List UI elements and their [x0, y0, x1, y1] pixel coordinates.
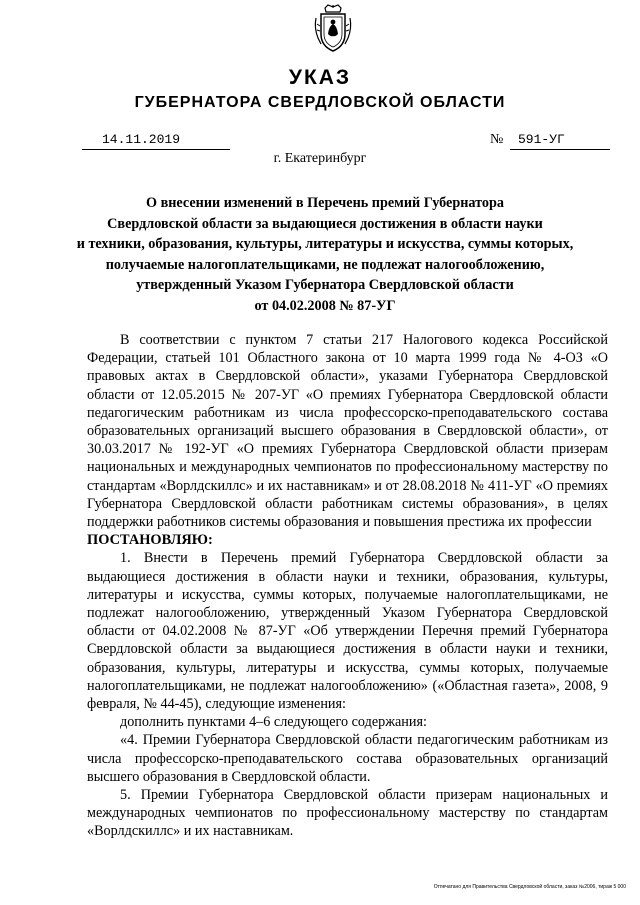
decree-keyword: ПОСТАНОВЛЯЮ: — [87, 532, 213, 549]
decree-number-field — [490, 132, 610, 150]
decree-date-field — [82, 132, 230, 150]
heading-line: Свердловской области за выдающиеся достижения в области науки — [107, 215, 543, 232]
item-1-paragraph: 1. Внести в Перечень премий Губернатора Свердловской области за выдающиеся достижения в области науки и техники, образования, культуры, литературы и искусства, суммы которых, получаемые налогоплательщиками, не подлежат налогообложению, утвержденный Указом Губернатора Свердловской области от 04.02.2008 № 87-УГ «Об утверждении Перечня премий Губернатора Свердловской области за выдающиеся достижения в области науки и техники, образования, культуры, литературы и искусства, суммы которых, получаемые налогоплательщиками, не подлежат налогообложению» («Областная газета», 2008, 9 февраля, № 44-45), следующие изменения: — [87, 550, 608, 713]
heading-line: утвержденный Указом Губернатора Свердловской области — [136, 277, 514, 293]
sverdlovsk-coat-of-arms-icon — [313, 4, 353, 54]
print-note: Отпечатано для Правительства Свердловской области, заказ №2006, тираж 5 000 — [433, 884, 626, 890]
heading-line: от 04.02.2008 № 87-УГ — [254, 297, 396, 314]
decree-heading — [60, 193, 590, 316]
decree-body — [87, 331, 608, 841]
date-underline — [82, 149, 230, 150]
preamble-paragraph: В соответствии с пунктом 7 статьи 217 Налогового кодекса Российской Федерации, статьей 101 Областного закона от 10 марта 1999 года № 4-ОЗ «О правовых актах в Свердловской области», указами Губернатора Свердловской области от 12.05.2015 № 207-УГ «О премиях Губернатора Свердловской области педагогическим работникам из числа профессорско-преподавательского состава образовательных организаций высшего образования в Свердловской области», от 30.03.2017 № 192-УГ «О премиях Губернатора Свердловской области призерам национальных и международных чемпионатов по профессиональному мастерству по стандартам «Ворлдскиллс» и их наставникам» и от 28.08.2018 № 411-УГ «О премиях Губернатора Свердловской области работникам системы образования», в целях поддержки работников системы образования и повышения престижа их профессии — [87, 332, 608, 531]
decree-date: 14.11.2019 — [102, 132, 181, 147]
issue-city: г. Екатеринбург — [273, 151, 367, 166]
number-underline — [510, 149, 610, 150]
heading-line: получаемые налогоплательщиками, не подлежат налогообложению, — [105, 256, 545, 273]
issuer-title: ГУБЕРНАТОРА СВЕРДЛОВСКОЙ ОБЛАСТИ — [134, 94, 506, 111]
heading-line: О внесении изменений в Перечень премий Губернатора — [146, 195, 504, 211]
decree-title: УКАЗ — [288, 66, 352, 89]
item-1-sub-paragraph: дополнить пунктами 4–6 следующего содержания: — [120, 714, 427, 731]
heading-line: и техники, образования, культуры, литературы и искусства, суммы которых, — [76, 236, 574, 252]
number-sign: № — [490, 132, 504, 147]
decree-number: 591-УГ — [518, 132, 565, 147]
item-4-paragraph: «4. Премии Губернатора Свердловской области педагогическим работникам из числа профессорско-преподавательского состава образовательных организаций высшего образования в Свердловской области. — [87, 732, 608, 785]
item-5-paragraph: 5. Премии Губернатора Свердловской области призерам национальных и международных чемпионатов по профессиональному мастерству по стандартам «Ворлдскиллс» и их наставникам. — [87, 787, 608, 840]
